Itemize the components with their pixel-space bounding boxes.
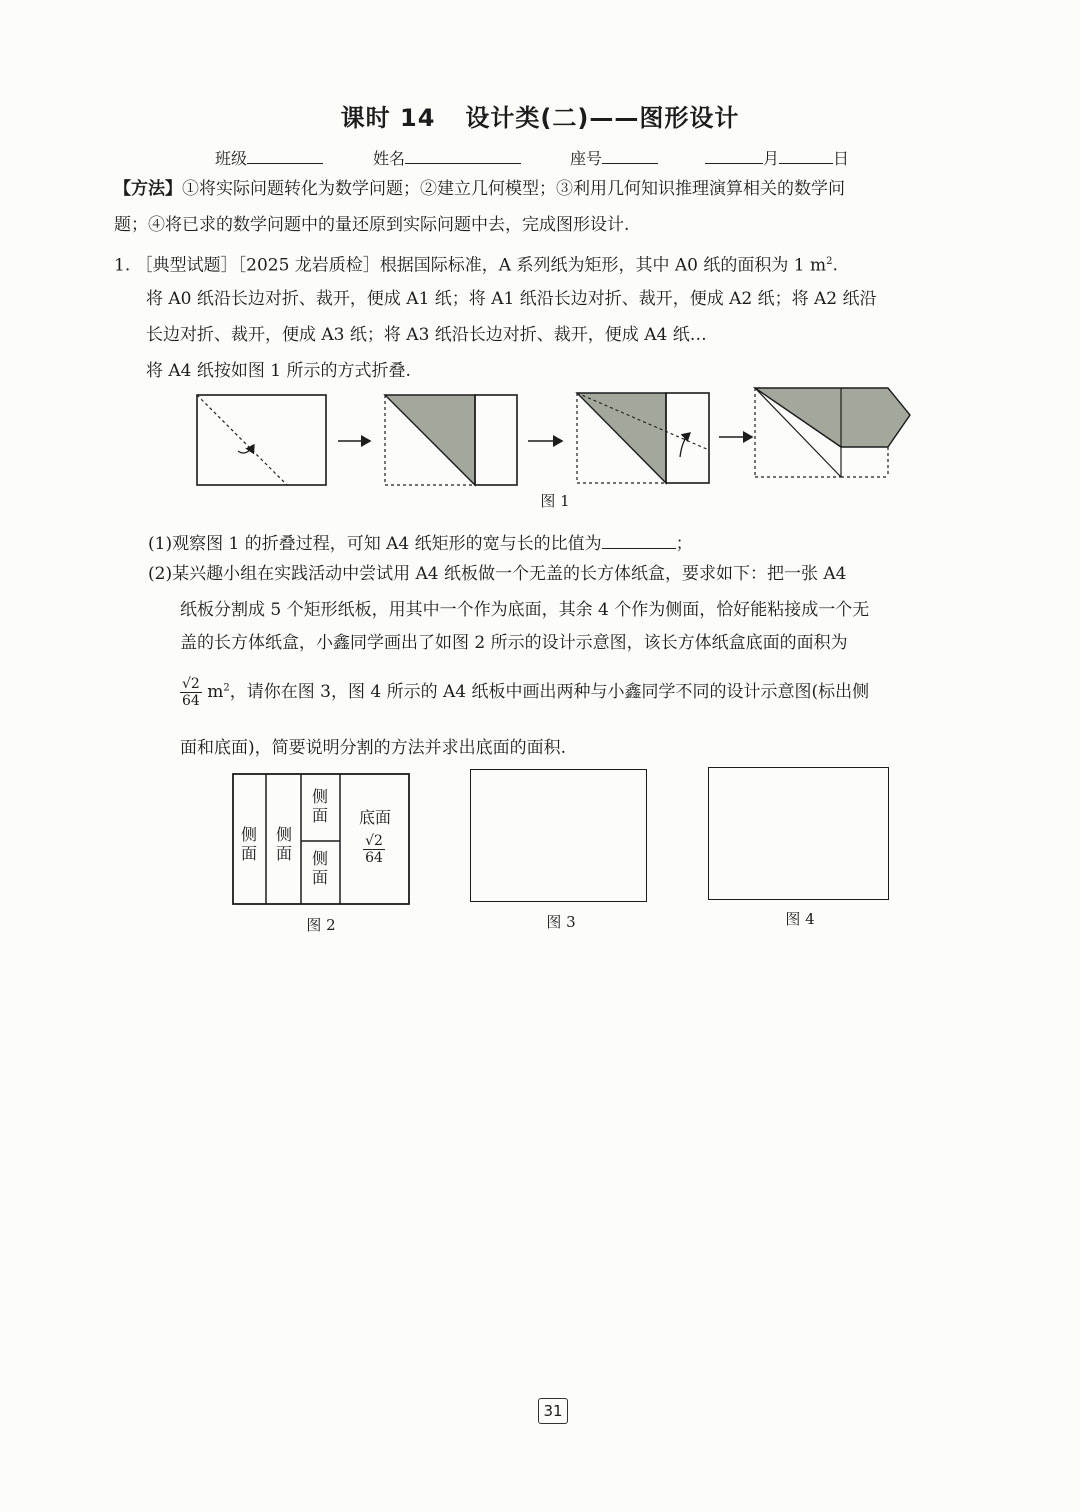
- figure-2-caption: 图 2: [306, 916, 336, 934]
- fold-step-4: [755, 388, 910, 477]
- sub-question-1: [148, 532, 693, 555]
- sub2-line-5: 面和底面)，简要说明分割的方法并求出底面的面积.: [180, 738, 567, 758]
- class-label: 班级: [215, 149, 248, 168]
- q1-line-3: 长边对折、裁开，便成 A3 纸；将 A3 纸沿长边对折、裁开，便成 A4 纸…: [146, 325, 707, 345]
- sub1-text: (1)观察图 1 的折叠过程，可知 A4 纸矩形的宽与长的比值为: [148, 534, 602, 554]
- figure-1: [190, 385, 920, 490]
- area-frac-den: 64: [182, 693, 200, 709]
- ratio-answer-blank[interactable]: [602, 532, 676, 549]
- figure-4-board[interactable]: [708, 767, 889, 900]
- day-label: 日: [833, 149, 850, 168]
- day-blank[interactable]: [779, 147, 833, 164]
- sub2-line-2: 纸板分割成 5 个矩形纸板，用其中一个作为底面，其余 4 个作为侧面，恰好能粘接成一个无: [180, 600, 870, 620]
- side-face-1: 侧面: [240, 825, 257, 863]
- lesson-topic: 设计类(二)——图形设计: [465, 104, 740, 132]
- sub2-line-3: 盖的长方体纸盒，小鑫同学画出了如图 2 所示的设计示意图，该长方体纸盒底面的面积为: [180, 633, 848, 653]
- name-field: [373, 146, 521, 169]
- sub2-text-4: ，请你在图 3，图 4 所示的 A4 纸板中画出两种与小鑫同学不同的设计示意图(标出侧: [229, 682, 870, 702]
- q1-number: 1.: [114, 255, 131, 276]
- sub1-end: ；: [675, 534, 693, 554]
- q1-tags: ［典型试题］［2025 龙岩质检］: [135, 255, 380, 276]
- month-label: 月: [763, 149, 780, 168]
- page-number: 31: [538, 1398, 568, 1424]
- bottom-frac-num: √2: [365, 833, 383, 849]
- q1-sup: 2: [826, 256, 833, 267]
- method-tag: 【方法】: [114, 179, 182, 199]
- q1-end: .: [832, 255, 838, 276]
- figure-1-caption: 图 1: [540, 492, 570, 510]
- name-label: 姓名: [373, 149, 406, 168]
- side-face-2: 侧面: [275, 825, 292, 863]
- area-unit-sup: 2: [223, 682, 230, 694]
- figure-4-caption: 图 4: [785, 910, 815, 928]
- figure-3-caption: 图 3: [546, 913, 576, 931]
- method-line-1: [114, 178, 845, 200]
- fold-step-2: [385, 395, 517, 485]
- fold-step-3: [577, 393, 709, 483]
- sub2-line-4: [180, 676, 869, 709]
- bottom-frac-den: 64: [365, 850, 383, 866]
- seat-field: [570, 146, 658, 169]
- lesson-number: 课时 14: [340, 104, 436, 132]
- bottom-face: 底面: [358, 808, 391, 827]
- q1-line-2: 将 A0 纸沿长边对折、裁开，便成 A1 纸；将 A1 纸沿长边对折、裁开，便成 A2 纸；将 A2 纸沿: [146, 289, 877, 309]
- q1-text-1: 根据国际标准，A 系列纸为矩形，其中 A0 纸的面积为 1 m: [379, 255, 827, 276]
- fold-step-1: [197, 395, 326, 485]
- q1-line-1: [114, 251, 838, 277]
- method-text-1: ①将实际问题转化为数学问题；②建立几何模型；③利用几何知识推理演算相关的数学问: [182, 179, 845, 199]
- area-unit: m: [207, 682, 224, 702]
- area-fraction: [180, 676, 202, 709]
- q1-line-4: 将 A4 纸按如图 1 所示的方式折叠.: [146, 361, 411, 381]
- bottom-area: [354, 833, 394, 866]
- side-face-3: 侧面: [311, 787, 328, 825]
- sub2-line-1: (2)某兴趣小组在实践活动中尝试用 A4 纸板做一个无盖的长方体纸盒，要求如下：把一张 A4: [148, 564, 847, 584]
- lesson-title: [0, 98, 1080, 133]
- method-line-2: 题；④将已求的数学问题中的量还原到实际问题中去，完成图形设计.: [114, 215, 630, 235]
- side-face-4: 侧面: [311, 849, 328, 887]
- seat-blank[interactable]: [602, 147, 658, 164]
- bottom-area-fraction: [363, 833, 385, 866]
- area-frac-num: √2: [182, 676, 200, 692]
- seat-label: 座号: [570, 149, 603, 168]
- name-blank[interactable]: [405, 147, 521, 164]
- figure-3-board[interactable]: [470, 769, 647, 902]
- figure-2: [232, 773, 410, 905]
- month-blank[interactable]: [705, 147, 763, 164]
- date-field: [705, 146, 849, 169]
- class-field: [215, 146, 323, 169]
- class-blank[interactable]: [247, 147, 323, 164]
